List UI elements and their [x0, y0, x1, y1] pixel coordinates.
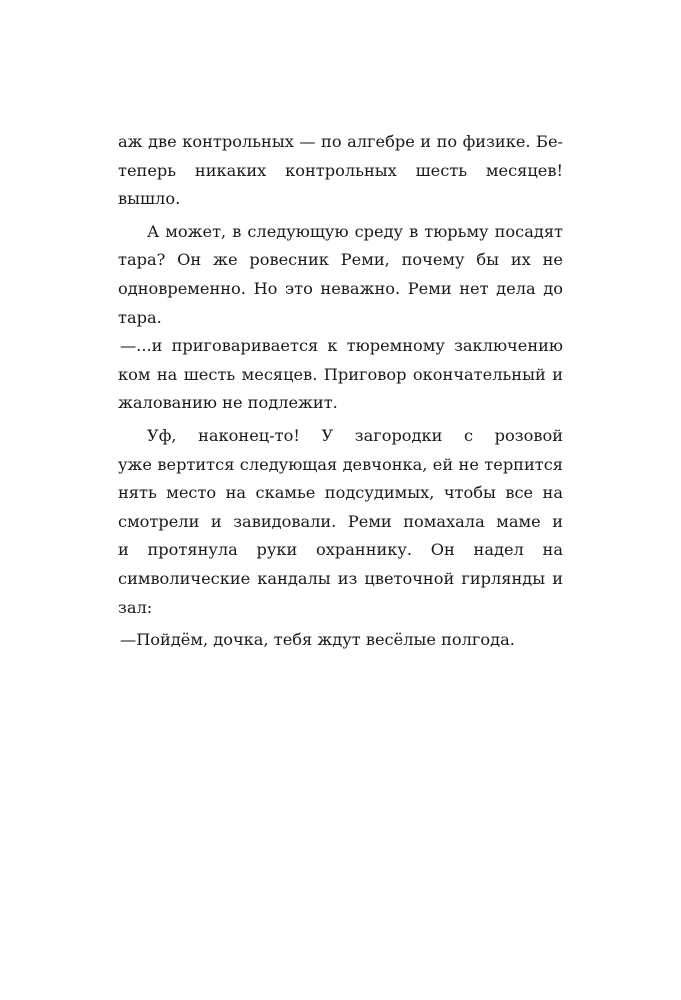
- text-line: —...и приговаривается к тюремному заключению: [120, 336, 563, 356]
- text-line: смотрели и завидовали. Реми помахала маме и: [118, 511, 563, 531]
- book-page-text: [118, 128, 563, 655]
- text-line: —Пойдём, дочка, тебя ждут весёлые полгода.: [120, 630, 515, 650]
- text-line: теперь никаких контрольных шесть месяцев!: [118, 160, 563, 180]
- text-line: нять место на скамье подсудимых, чтобы все на: [118, 483, 563, 503]
- text-line: вышло.: [118, 189, 181, 209]
- text-line: и протянула руки охраннику. Он надел на: [118, 540, 563, 560]
- text-line: зал:: [118, 597, 153, 617]
- text-line: жалованию не подлежит.: [118, 393, 338, 413]
- text-line: уже вертится следующая девчонка, ей не терпится: [118, 454, 563, 474]
- text-line: аж две контрольных — по алгебре и по физике. Бе-: [118, 132, 563, 151]
- text-line: одновременно. Но это неважно. Реми нет дела до: [118, 278, 563, 298]
- text-line: Уф, наконец-то! У загородки с розовой: [147, 425, 563, 445]
- text-line: А может, в следующую среду в тюрьму посадят: [147, 221, 563, 241]
- text-line: ком на шесть месяцев. Приговор окончательный и: [118, 364, 563, 384]
- text-line: тара.: [118, 307, 162, 327]
- text-line: тара? Он же ровесник Реми, почему бы их не: [118, 250, 563, 270]
- text-line: символические кандалы из цветочной гирлянды и: [118, 568, 563, 588]
